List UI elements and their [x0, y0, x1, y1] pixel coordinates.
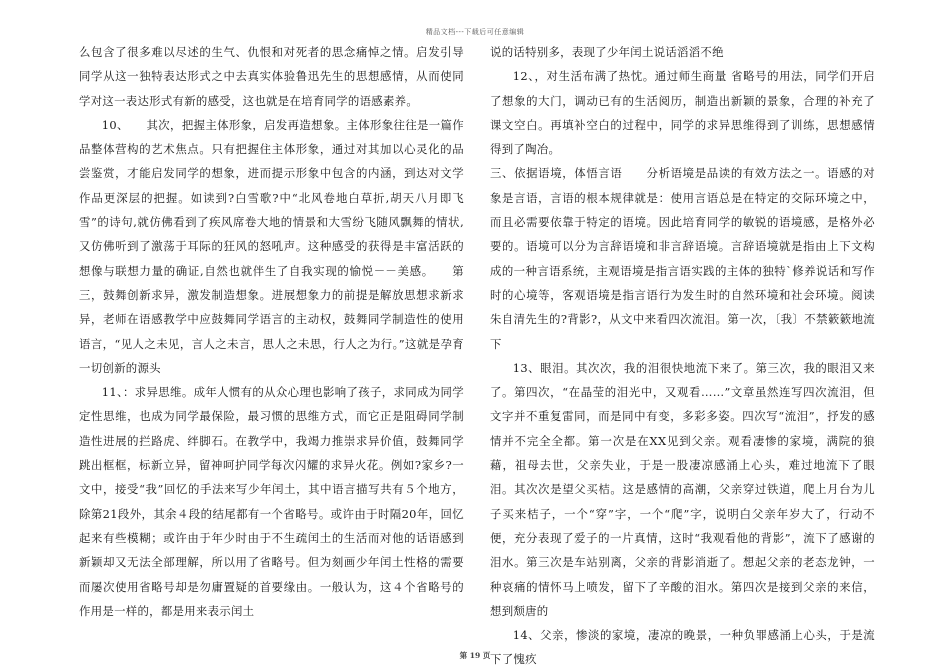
page-header: 精品文档---下载后可任意编辑 — [425, 28, 525, 36]
paragraph: 三、依据语境，体悟言语 分析语境是品读的有效方法之一。语感的对象是言语，言语的根本规律就是：使用言语总是在特定的交际环境之中，而且必需要依靠于特定的语境。因此培育同学的敏锐的语境感，是格外必要的。语境可以分为言辞语境和非言辞语境。言辞语境就是指由上下文构成的一种言语系统，主观语境是指言语实践的主体的独特`修养说话和写作时的心境等，客观语境是指言语行为发生时的自然环境和社会环境。阅读朱自清先生的?背影?，从文中来看四次流泪。第一次，〔我〕不禁簌簌地流下 — [490, 166, 875, 351]
page-number-prefix: 第 — [459, 651, 470, 660]
paragraph: 11、：求异思维。成年人惯有的从众心理也影响了孩子，求同成为同学定性思维，也成为同学最保险，最习惯的思维方式，而它正是阻碍同学制造性进展的拦路虎、绊脚石。在教学中，我竭力推崇求异价值，鼓舞同学跳出框框，标新立异，留神呵护同学每次闪耀的求异火花。例如?家乡?一文中，接受“我”回忆的手法来写少年闰土，其中语言描写共有５个地方，除第21段外，其余４段的结尾都有一个省略号。或许由于时隔20年，回忆起来有些模糊；或许由于年少时由于不生疏闰土的生活而对他的话语感到新颖却又无法全部理解，所以用了省略号。但为刻画少年闰土性格的需要而屡次使用省略号却是勿庸置疑的首要缘由。一般认为，这４个省略号的作用是一样的，都是用来表示闰土 — [79, 385, 464, 618]
right-text-column — [490, 40, 875, 672]
page-number: 19 — [469, 651, 481, 660]
paragraph: 13、眼泪。其次次，我的泪很快地流下来了。第三次，我的眼泪又来了。第四次，“在晶莹的泪光中，又观看……”文章虽然连写四次流泪，但文字并不重复雷同，而是同中有变，多彩多姿。四次写“流泪”，抒发的感情并不完全全都。第一次是在XX见到父亲。观看凄惨的家境，满院的狼藉，祖母去世，父亲失业，于是一股凄凉感涌上心头，难过地流下了眼泪。其次次是望父买桔。这是感情的高潮，父亲穿过铁道，爬上月台为儿子买来桔子，一个“穿”字，一个“爬”字，说明白父亲年岁大了，行动不便，充分表现了爱子的一片真情，这时“我观看他的背影”，流下了感谢的泪水。第三次是车站别离，父亲的背影消逝了。想起父亲的老态龙钟，一种哀痛的情怀马上喷发，留下了辛酸的泪水。第四次是接到父亲的来信，想到颓唐的 — [490, 360, 875, 618]
paragraph: 12、，对生活布满了热忱。通过师生商量 省略号的用法，同学们开启了想象的大门，调动已有的生活阅历，制造出新颖的景象，合理的补充了课文空白。再填补空白的过程中，同学的求异思维得到了训练，思想感情得到了陶冶。 — [490, 69, 875, 157]
left-text-column — [79, 40, 464, 623]
page-number-suffix: 页 — [480, 651, 491, 660]
paragraph: 14、父亲，惨淡的家境，凄凉的晚景，一种负罪感涌上心头，于是流下了愧疚 — [490, 628, 875, 667]
paragraph: 么包含了很多难以尽述的生气、仇恨和对死者的思念痛悼之情。启发引导同学从这一独特表达形式之中去真实体验鲁迅先生的思想感情，从而使同学对这一表达形式有新的感受，这也就是在培育同学的语感素养。 — [79, 45, 464, 108]
paragraph: 说的话特别多，表现了少年闰土说话滔滔不绝 — [490, 45, 724, 59]
paragraph: 10、 其次，把握主体形象，启发再造想象。主体形象往往是一篇作品整体营构的艺术焦点。只有把握住主体形象，通过对其加以心灵化的品尝鉴赏，才能启发同学的想象，进而提示形象中包含的内涵，到达对文学作品更深层的把握。如读到?白雪歌?中“北风卷地白草折,胡天八月即飞雪”的诗句,就仿佛看到了疾风席卷大地的情景和大雪纷飞随风飘舞的情状,又仿佛听到了激荡于耳际的狂风的怒吼声。这种感受的获得是丰富活跃的想像与联想力量的确证,自然也就伴生了自我实现的愉悦－－美感。 第三，鼓舞创新求异，激发制造想象。进展想象力的前提是解放思想求新求异，老师在语感教学中应鼓舞同学语言的主动权，鼓舞同学制造性的使用语言，“见人之未见，言人之未言，思人之未思，行人之为行。”这就是孕育一切创新的源头 — [79, 117, 464, 375]
page-footer — [0, 650, 950, 661]
